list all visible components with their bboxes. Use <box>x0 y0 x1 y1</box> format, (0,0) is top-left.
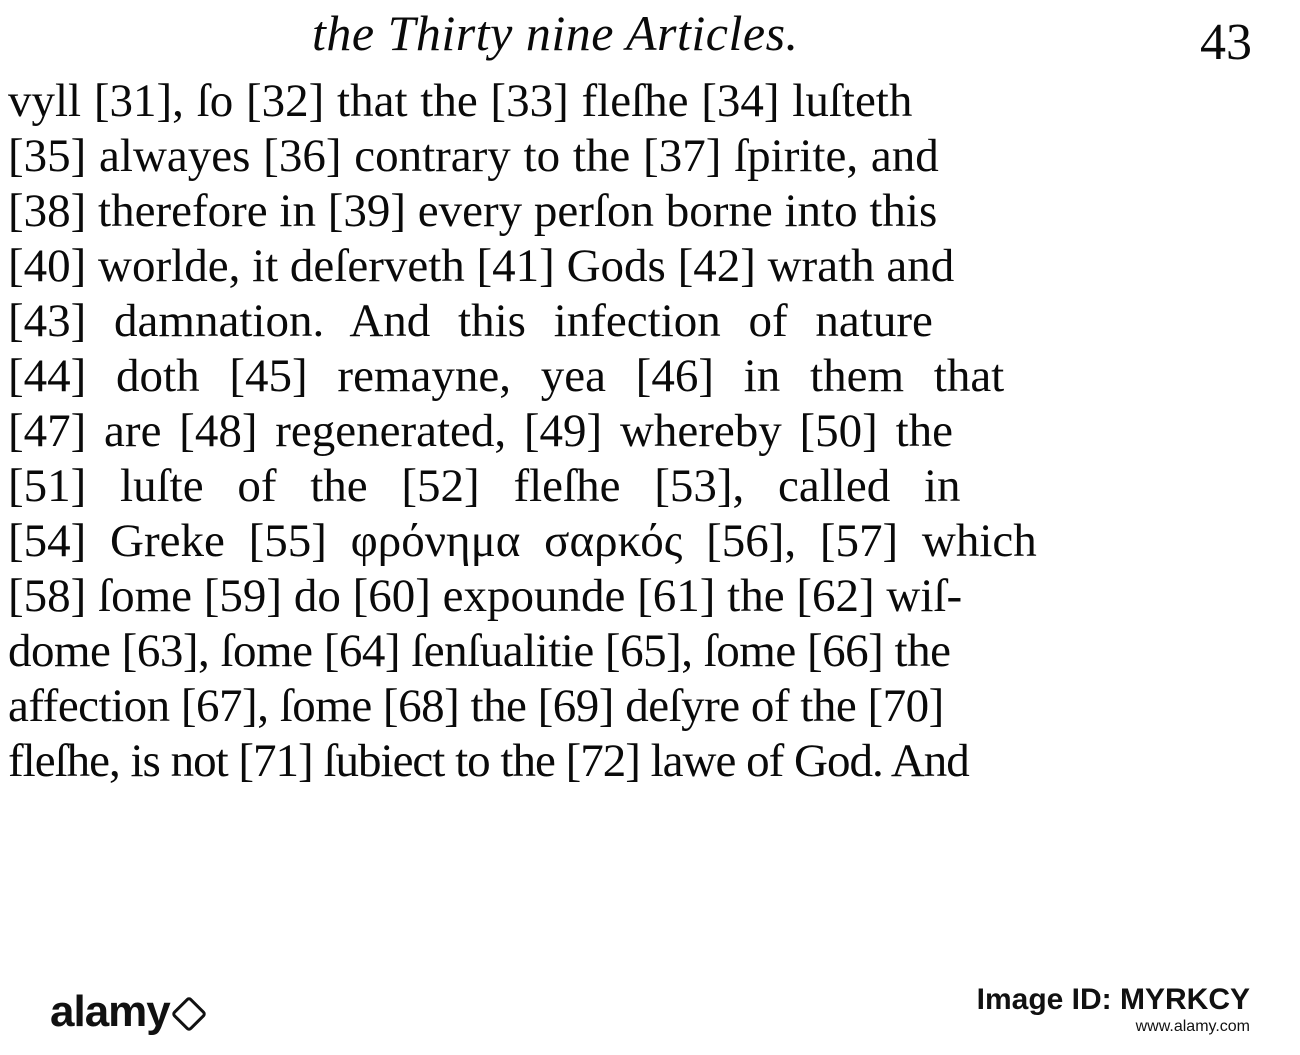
stock-image-id <box>977 983 1250 1037</box>
stock-logo-text: alamy <box>50 987 170 1036</box>
stock-image-id-value: Image ID: MYRKCY <box>976 983 1250 1016</box>
text-line <box>8 184 1280 239</box>
stock-site-url: www.alamy.com <box>1135 1018 1250 1035</box>
text-line <box>8 569 1280 624</box>
text-line <box>8 129 1280 184</box>
running-head <box>0 2 1300 71</box>
article-body-text <box>8 74 1280 789</box>
text-line <box>8 624 1280 679</box>
text-line <box>8 459 1280 514</box>
text-line-content: dome [63], ſome [64] ſenſualitie [65], ſome [66] the <box>8 625 951 677</box>
text-line-content: vyll [31], ſo [32] that the [33] fleſhe [34] luſteth <box>8 75 913 127</box>
text-line-content: [35] alwayes [36] contrary to the [37] ſpirite, and <box>8 130 939 182</box>
text-line-content: [44] doth [45] remayne, yea [46] in them that <box>8 350 1005 402</box>
text-line-content: [58] ſome [59] do [60] expounde [61] the [62] wiſ- <box>8 570 963 622</box>
text-line <box>8 294 1280 349</box>
logo-diamond-icon <box>170 996 207 1033</box>
text-line-content: [47] are [48] regenerated, [49] whereby [50] the <box>8 405 953 457</box>
text-line <box>8 239 1280 294</box>
text-line <box>8 679 1280 734</box>
text-line-content: [43] damnation. And this infection of nature <box>8 295 933 347</box>
text-line <box>8 349 1280 404</box>
text-line <box>8 74 1280 129</box>
text-line-content: [54] Greke [55] φρόνημα σαρκός [56], [57] which <box>8 515 1037 567</box>
text-line-content: affection [67], ſome [68] the [69] deſyre of the [70] <box>8 680 944 732</box>
text-line-content: [40] worlde, it deſerveth [41] Gods [42] wrath and <box>8 240 955 292</box>
text-line-content: fleſhe, is not [71] ſubiect to the [72] lawe of God. And <box>8 735 969 787</box>
text-line <box>8 514 1280 569</box>
text-line-content: [51] luſte of the [52] fleſhe [53], called in <box>8 460 961 512</box>
text-line <box>8 404 1280 459</box>
text-line-content: [38] therefore in [39] every perſon borne into this <box>8 185 938 237</box>
stock-watermark-logo <box>50 987 202 1037</box>
text-line <box>8 734 1280 789</box>
page-number: 43 <box>1200 14 1252 71</box>
running-head-title: the Thirty nine Articles. <box>312 5 799 61</box>
